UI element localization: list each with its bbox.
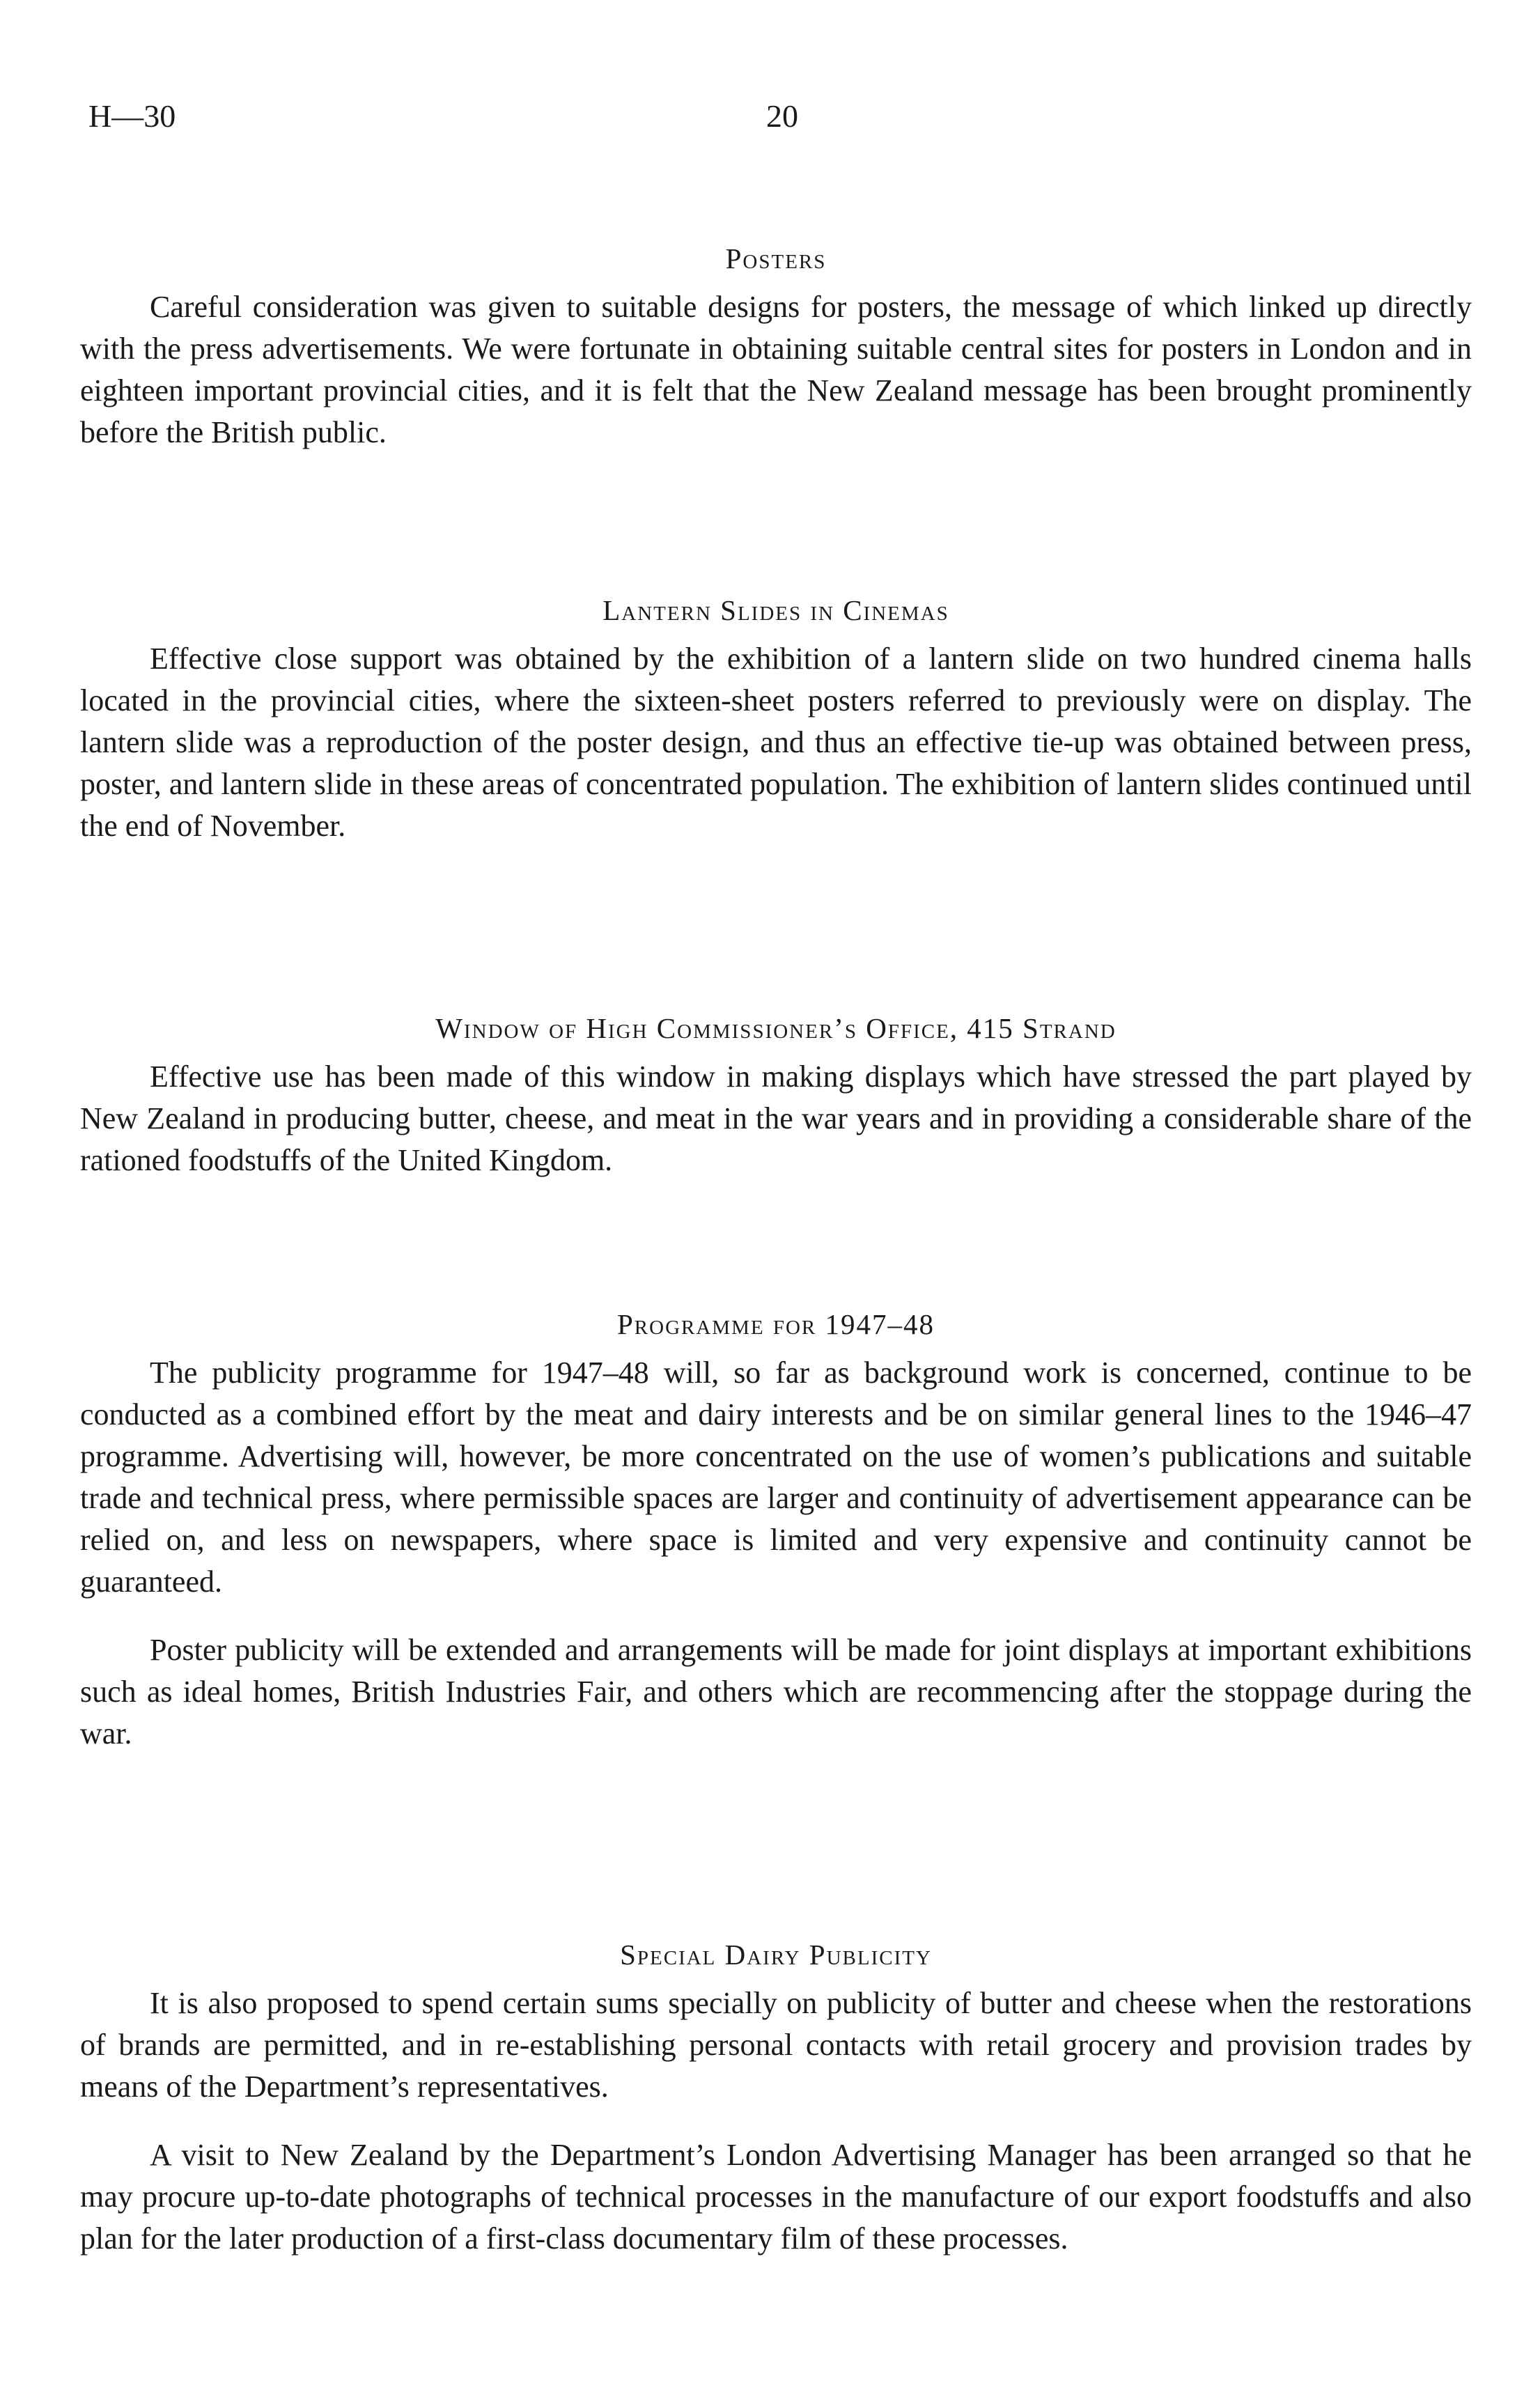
section-programme (80, 1306, 1472, 1755)
paragraph: Careful consideration was given to suitable designs for posters, the message of which linked up directly with the press advertisements. We were fortunate in obtaining suitable central sites for posters in London and in eighteen important provincial cities, and it is felt that the New Zealand message has been brought prominently before the British public. (80, 290, 1472, 449)
paragraph: Poster publicity will be extended and arrangements will be made for joint displays at important exhibitions such as ideal homes, British Industries Fair, and others which are recommencing after the stoppage during the war. (80, 1633, 1472, 1751)
section-heading: Window of High Commissioner’s Office, 415 Strand (435, 1012, 1117, 1044)
document-reference: H—30 (88, 98, 176, 134)
paragraph: Effective close support was obtained by the exhibition of a lantern slide on two hundred cinema halls located in the provincial cities, where the sixteen-sheet posters referred to previously were on display. The lantern slide was a reproduction of the poster design, and thus an effective tie-up was obtained between press, poster, and lantern slide in these areas of concentrated population. The exhibition of lantern slides continued until the end of November. (80, 642, 1472, 843)
paragraph: It is also proposed to spend certain sums specially on publicity of butter and cheese when the restorations of brands are permitted, and in re-establishing personal contacts with retail grocery and provision trades by means of the Department’s representatives. (80, 1986, 1472, 2104)
paragraph: The publicity programme for 1947–48 will, so far as background work is concerned, continue to be conducted as a combined effort by the meat and dairy interests and be on similar general lines to the 1946–47 programme. Advertising will, however, be more concentrated on the use of women’s publications and suitable trade and technical press, where permissible spaces are larger and continuity of advertisement appearance can be relied on, and less on newspapers, where space is limited and very expensive and continuity cannot be guaranteed. (80, 1356, 1472, 1599)
paragraph: A visit to New Zealand by the Department’s London Advertising Manager has been arranged so that he may procure up-to-date photographs of technical processes in the manufacture of our export foodstuffs and also plan for the later production of a first-class documentary film of these processes. (80, 2138, 1472, 2256)
section-posters (80, 240, 1472, 453)
running-header (80, 98, 1473, 139)
section-lantern-slides (80, 592, 1472, 847)
section-window-display (80, 1010, 1472, 1181)
section-heading: Posters (725, 242, 827, 274)
section-heading: Programme for 1947–48 (616, 1308, 935, 1340)
page-number: 20 (766, 98, 798, 134)
section-heading: Lantern Slides in Cinemas (602, 594, 949, 626)
section-dairy-publicity (80, 1937, 1472, 2260)
section-heading: Special Dairy Publicity (620, 1939, 932, 1971)
paragraph: Effective use has been made of this window in making displays which have stressed the part played by New Zealand in producing butter, cheese, and meat in the war years and in providing a considerable share of the rationed foodstuffs of the United Kingdom. (80, 1060, 1472, 1177)
